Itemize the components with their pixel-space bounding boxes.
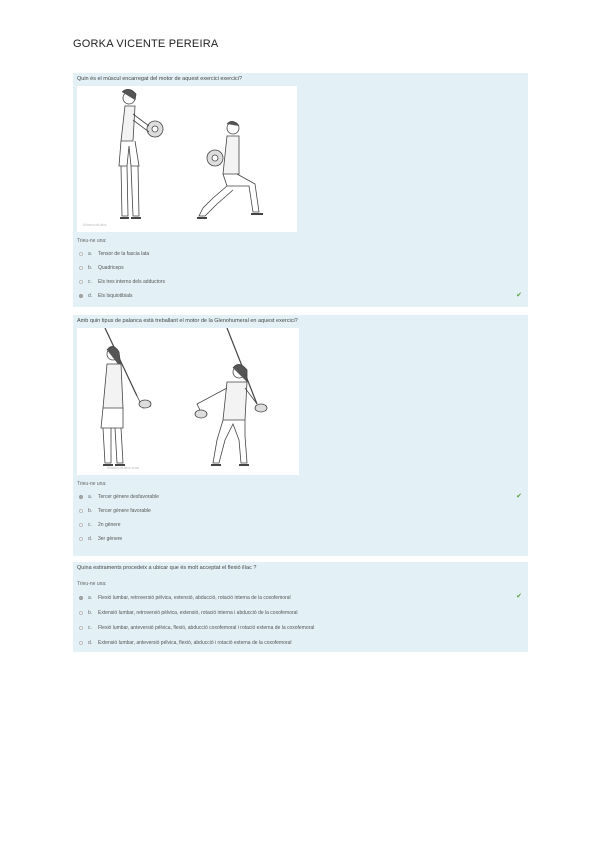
answer-option-b[interactable]	[77, 605, 524, 620]
answer-letter: d.	[88, 293, 93, 299]
answer-text: Tensor de la fascia lata	[98, 251, 150, 257]
exercise-image	[77, 86, 297, 232]
answer-text: Els Isquiotibials	[98, 293, 133, 299]
answer-option-d[interactable]	[77, 532, 524, 546]
answer-letter: b.	[88, 265, 93, 271]
answer-prompt: Trieu-ne una:	[77, 481, 107, 487]
answer-prompt: Trieu-ne una:	[77, 581, 107, 587]
answer-option-c[interactable]	[77, 518, 524, 532]
answer-text: Els tres interns dels adductors	[98, 279, 165, 285]
exercise-image	[77, 328, 299, 475]
exercise-illustration-icon	[77, 86, 297, 232]
answer-letter: a.	[88, 594, 93, 601]
radio-icon[interactable]	[79, 266, 83, 270]
question-text: Quin és el múscul encarregat del motor de aquest exercici exercici?	[77, 76, 243, 82]
answer-text: Quadriceps	[98, 265, 124, 271]
answer-option-d[interactable]	[77, 289, 524, 303]
answer-letter: c.	[88, 279, 92, 285]
radio-icon[interactable]	[79, 596, 83, 600]
answer-option-a[interactable]	[77, 247, 524, 261]
radio-icon[interactable]	[79, 280, 83, 284]
answer-option-d[interactable]	[77, 635, 524, 650]
answer-option-b[interactable]	[77, 504, 524, 518]
radio-icon[interactable]	[79, 509, 83, 513]
answer-text: Extensió lumbar, retroversió pèlvica, extensió, rotació interna i abducció de la coxofemoral	[98, 609, 298, 616]
radio-icon[interactable]	[79, 523, 83, 527]
radio-icon[interactable]	[79, 611, 83, 615]
check-icon: ✔	[516, 292, 522, 299]
answer-option-a[interactable]	[77, 590, 524, 605]
answer-letter: b.	[88, 508, 93, 514]
answer-option-c[interactable]	[77, 620, 524, 635]
answer-list	[77, 590, 524, 650]
answer-list	[77, 247, 524, 303]
radio-icon[interactable]	[79, 641, 83, 645]
answer-letter: a.	[88, 251, 93, 257]
answer-letter: b.	[88, 609, 93, 616]
answer-letter: c.	[88, 522, 92, 528]
radio-icon[interactable]	[79, 537, 83, 541]
answer-letter: a.	[88, 494, 93, 500]
check-icon: ✔	[516, 493, 522, 500]
check-icon: ✔	[516, 593, 522, 600]
answer-text: Flexió lumbar, retroversió pélvica, extensió, abducció, rotació interna de la coxofemoral	[98, 594, 291, 601]
answer-option-a[interactable]	[77, 490, 524, 504]
svg-text:WorkoutLabs.com: WorkoutLabs.com	[107, 465, 140, 470]
answer-letter: c.	[88, 624, 92, 631]
answer-text: Extensió lumbar, anteversió pélvica, flexió, abducció i rotació externa de la coxofemoral	[98, 639, 292, 646]
question-text: Quina estiraments procedeix a ubicar que és molt acceptat el flexió ilíac ?	[77, 565, 257, 571]
cable-exercise-illustration-icon	[77, 328, 299, 475]
answer-letter: d.	[88, 536, 93, 542]
question-text: Amb quin tipus de palanca està treballant el motor de la Glenohumeral en aquest exercici?	[77, 318, 298, 324]
answer-option-c[interactable]	[77, 275, 524, 289]
answer-option-b[interactable]	[77, 261, 524, 275]
question-1	[73, 73, 528, 307]
answer-text: 3er gènere	[98, 536, 123, 542]
answer-text: 2n gènere	[98, 522, 121, 528]
radio-icon[interactable]	[79, 495, 83, 499]
answer-text: Tercer gènere desfavorable	[98, 494, 159, 500]
page-title: GORKA VICENTE PEREIRA	[73, 38, 219, 50]
question-2	[73, 315, 528, 556]
answer-list	[77, 490, 524, 546]
answer-letter: d.	[88, 639, 93, 646]
question-3	[73, 562, 528, 652]
radio-icon[interactable]	[79, 294, 83, 298]
answer-prompt: Trieu-ne una:	[77, 238, 107, 244]
svg-text:WorkoutLabs: WorkoutLabs	[83, 222, 107, 227]
answer-text: Flexió lumbar, anteversió pélvica, flexió, abducció coxofemoral i rotació externa de la coxofemoral	[98, 624, 315, 631]
radio-icon[interactable]	[79, 252, 83, 256]
radio-icon[interactable]	[79, 626, 83, 630]
answer-text: Tercer gènere favorable	[98, 508, 151, 514]
